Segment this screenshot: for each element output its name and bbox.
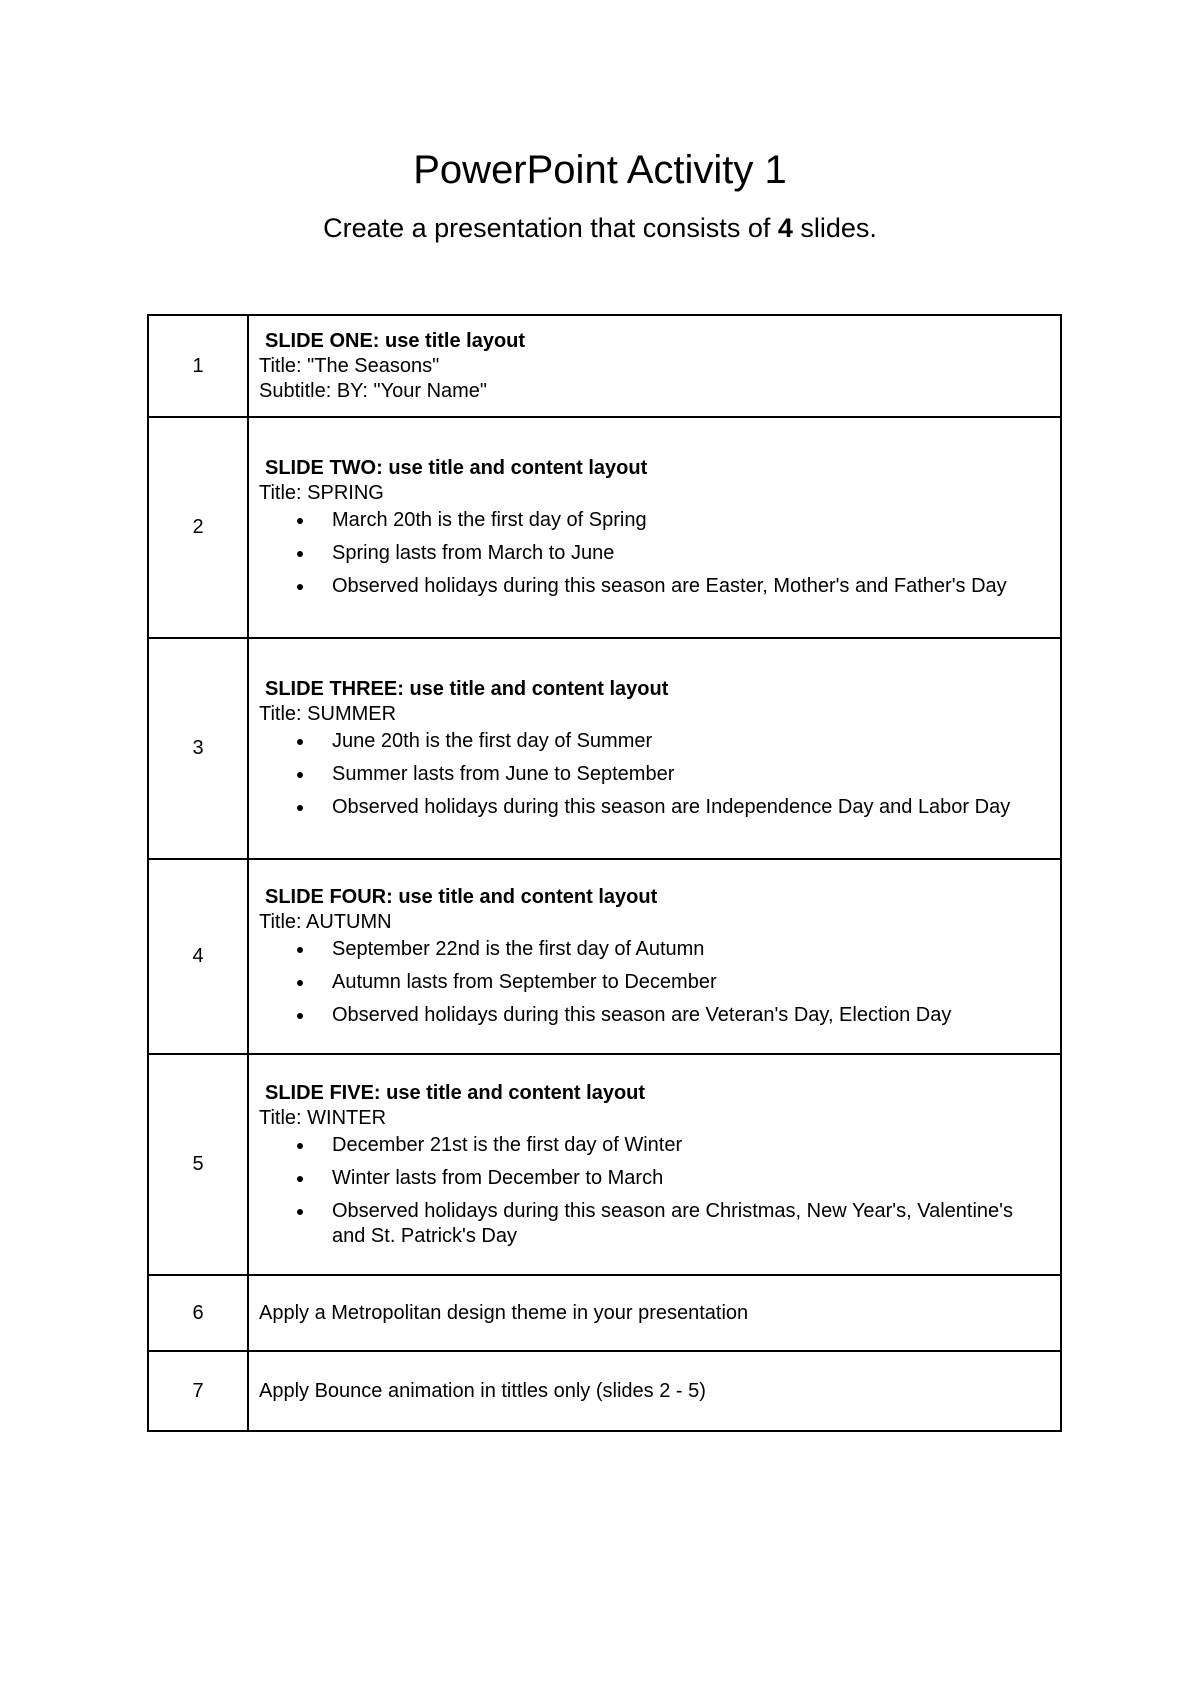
row-content xyxy=(248,417,1061,638)
bullet-icon xyxy=(297,1143,303,1149)
slide-heading: SLIDE FIVE: use title and content layout xyxy=(265,1081,646,1104)
table-row xyxy=(148,417,1061,638)
list-item: Summer lasts from June to September xyxy=(259,762,1050,787)
bullet-icon xyxy=(297,805,303,811)
list-item: June 20th is the first day of Summer xyxy=(259,729,1050,754)
page-title: PowerPoint Activity 1 xyxy=(413,148,787,192)
bullet-icon xyxy=(297,551,303,557)
list-item: Winter lasts from December to March xyxy=(259,1166,1050,1191)
row-content xyxy=(248,638,1061,859)
slide-title-line: Title: WINTER xyxy=(259,1106,387,1129)
row-content xyxy=(248,315,1061,417)
list-item: Observed holidays during this season are Independence Day and Labor Day xyxy=(259,795,1050,820)
list-item: December 21st is the first day of Winter xyxy=(259,1133,1050,1158)
bullet-icon xyxy=(297,584,303,590)
bullet-list xyxy=(259,937,1050,1028)
row-content xyxy=(248,859,1061,1054)
table-row xyxy=(148,859,1061,1054)
bullet-icon xyxy=(297,518,303,524)
slide-title-line: Title: AUTUMN xyxy=(259,911,392,933)
list-item: Observed holidays during this season are Christmas, New Year's, Valentine's and St. Patrick's Day xyxy=(259,1199,1050,1249)
list-item: Observed holidays during this season are Veteran's Day, Election Day xyxy=(259,1003,1050,1028)
bullet-list xyxy=(259,729,1050,820)
row-number: 4 xyxy=(148,859,248,1054)
row-content: Apply Bounce animation in tittles only (slides 2 - 5) xyxy=(248,1351,1061,1431)
bullet-list xyxy=(259,1133,1050,1249)
row-content: Apply a Metropolitan design theme in your presentation xyxy=(248,1275,1061,1351)
bullet-icon xyxy=(297,980,303,986)
list-item: Spring lasts from March to June xyxy=(259,541,1050,566)
table-row xyxy=(148,1275,1061,1351)
table-row xyxy=(148,315,1061,417)
row-content xyxy=(248,1054,1061,1275)
row-number: 5 xyxy=(148,1054,248,1275)
slide-heading: SLIDE FOUR: use title and content layout xyxy=(265,886,658,908)
row-number: 3 xyxy=(148,638,248,859)
row-number: 1 xyxy=(148,315,248,417)
slide-subtitle-line: Subtitle: BY: "Your Name" xyxy=(259,379,488,402)
slide-title-line: Title: "The Seasons" xyxy=(259,354,440,377)
bullet-icon xyxy=(297,1209,303,1215)
bullet-icon xyxy=(297,772,303,778)
table-row xyxy=(148,638,1061,859)
slide-title-line: Title: SUMMER xyxy=(259,703,397,725)
list-item: Autumn lasts from September to December xyxy=(259,970,1050,995)
bullet-icon xyxy=(297,739,303,745)
list-item: March 20th is the first day of Spring xyxy=(259,508,1050,533)
row-number: 2 xyxy=(148,417,248,638)
activity-table xyxy=(147,314,1062,1432)
list-item: September 22nd is the first day of Autumn xyxy=(259,937,1050,962)
table-row xyxy=(148,1351,1061,1431)
page-subtitle xyxy=(0,210,1200,246)
slide-heading: SLIDE TWO: use title and content layout xyxy=(265,457,648,479)
slide-title-line: Title: SPRING xyxy=(259,482,384,504)
slide-heading: SLIDE ONE: use title layout xyxy=(265,329,526,352)
bullet-icon xyxy=(297,1176,303,1182)
subtitle-text-start: Create a presentation that consists of xyxy=(323,213,778,243)
slide-heading: SLIDE THREE: use title and content layout xyxy=(265,678,669,700)
bullet-icon xyxy=(297,1013,303,1019)
list-item: Observed holidays during this season are Easter, Mother's and Father's Day xyxy=(259,574,1050,599)
subtitle-text-end: slides. xyxy=(792,213,877,243)
row-number: 7 xyxy=(148,1351,248,1431)
row-number: 6 xyxy=(148,1275,248,1351)
bullet-icon xyxy=(297,947,303,953)
subtitle-slide-count: 4 xyxy=(777,213,793,243)
table-row xyxy=(148,1054,1061,1275)
bullet-list xyxy=(259,508,1050,599)
